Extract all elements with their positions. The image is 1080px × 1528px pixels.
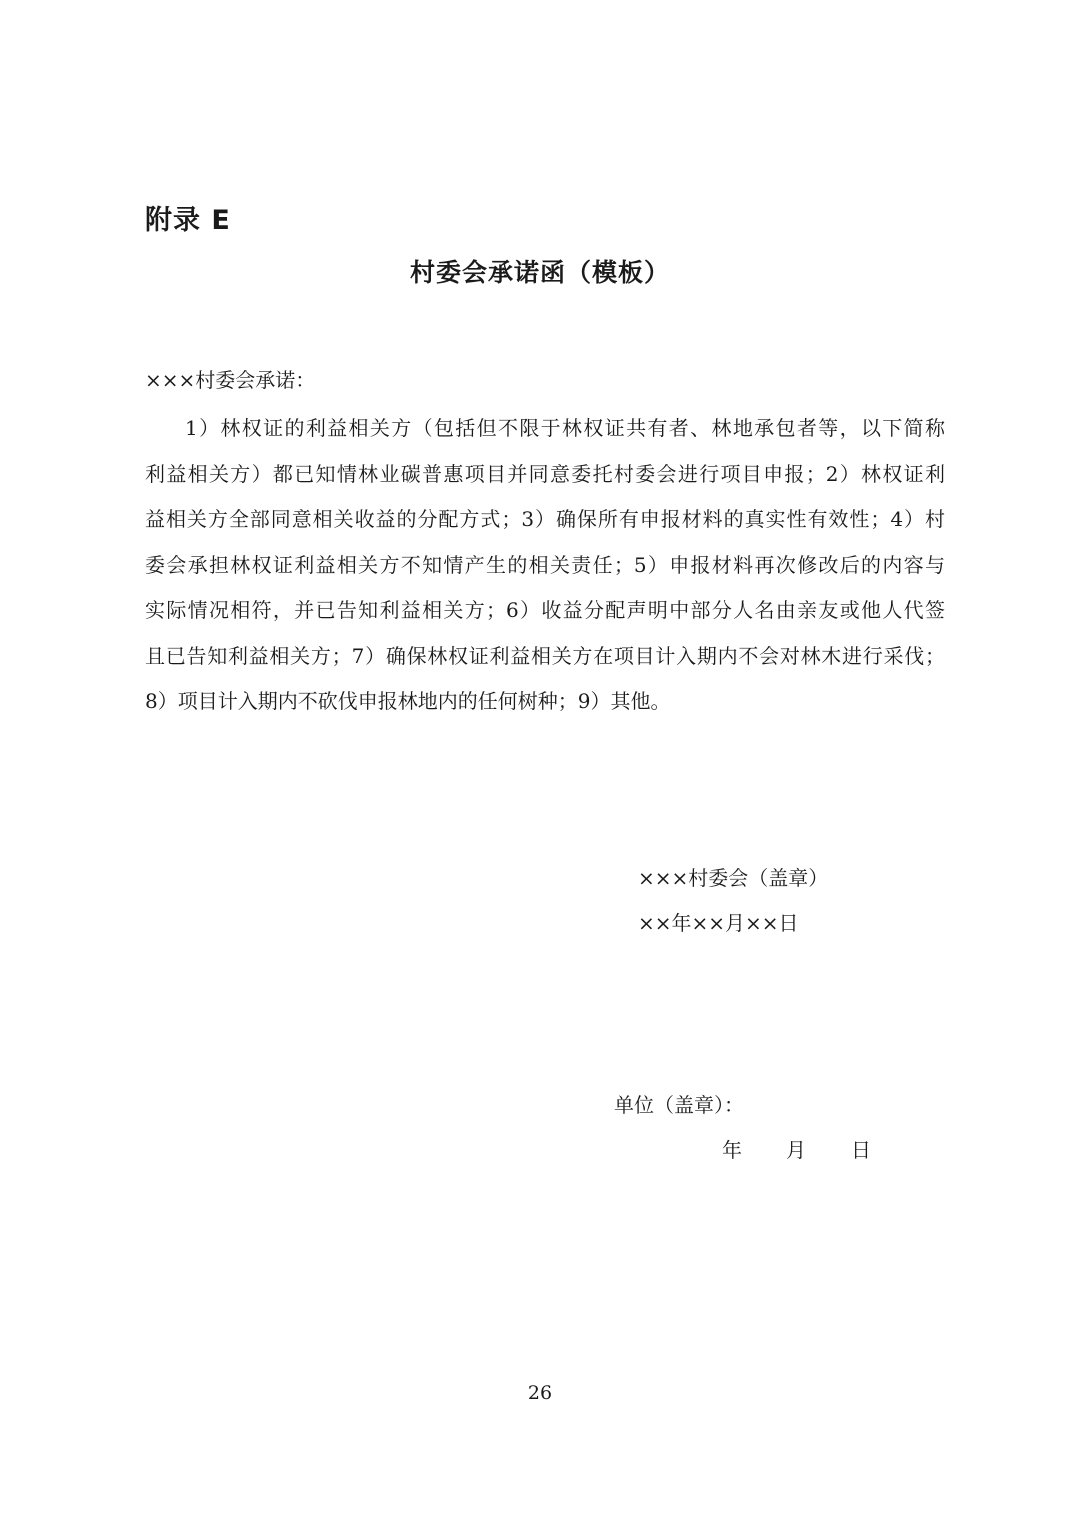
body-line: 益相关方全部同意相关收益的分配方式；3）确保所有申报材料的真实性有效性；4）村	[145, 507, 945, 531]
committee-signature: ×××村委会（盖章）	[638, 866, 829, 890]
unit-date-year: 年	[722, 1138, 742, 1162]
body-line: 且已告知利益相关方；7）确保林权证利益相关方在项目计入期内不会对林木进行采伐；	[145, 643, 945, 668]
unit-date-day: 日	[851, 1138, 871, 1162]
body-line: 实际情况相符，并已告知利益相关方；6）收益分配声明中部分人名由亲友或他人代签	[145, 598, 945, 622]
commitment-body	[145, 406, 945, 725]
body-line: 8）项目计入期内不砍伐申报林地内的任何树种；9）其他。	[145, 689, 671, 713]
appendix-label: 附录 E	[145, 205, 231, 236]
document-title: 村委会承诺函（模板）	[409, 258, 670, 287]
salutation: ×××村委会承诺：	[145, 368, 316, 392]
unit-stamp-label: 单位（盖章）：	[614, 1093, 744, 1117]
signature-date: ××年××月××日	[638, 911, 799, 935]
body-line: 1）林权证的利益相关方（包括但不限于林权证共有者、林地承包者等，以下简称	[185, 416, 945, 440]
unit-date-month: 月	[786, 1138, 806, 1162]
body-line: 利益相关方）都已知情林业碳普惠项目并同意委托村委会进行项目申报；2）林权证利	[145, 461, 945, 486]
body-line: 委会承担林权证利益相关方不知情产生的相关责任；5）申报材料再次修改后的内容与	[145, 552, 945, 577]
page-number: 26	[527, 1382, 553, 1404]
